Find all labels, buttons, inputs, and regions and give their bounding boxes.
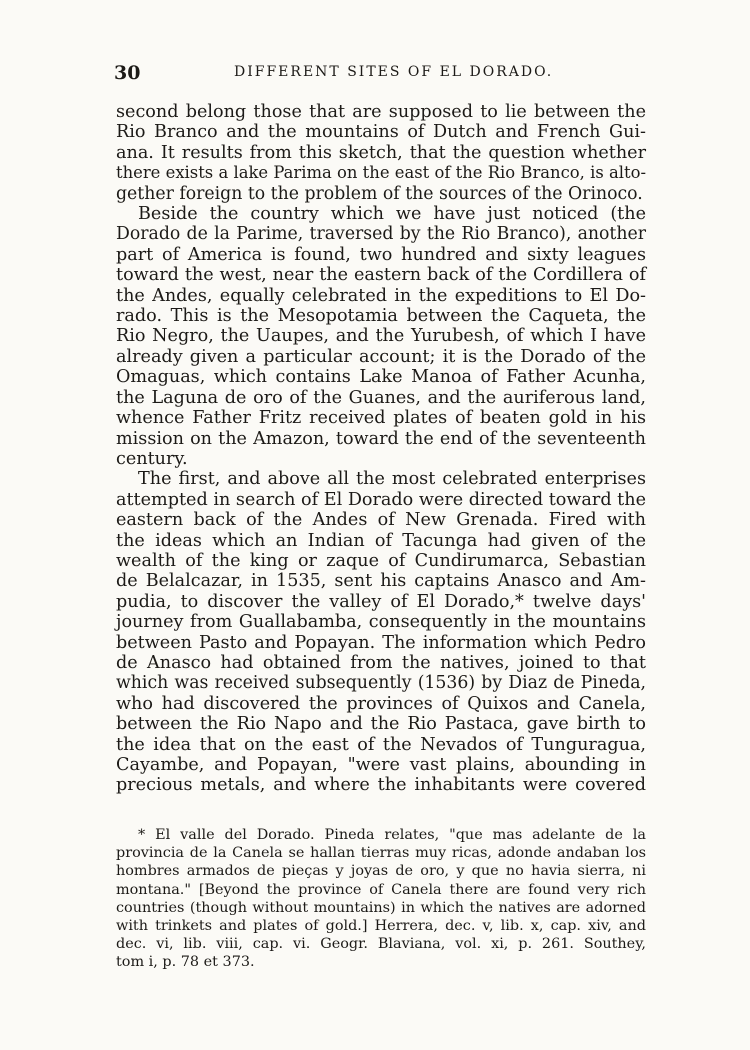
text-line: Dorado de la Parime, traversed by the Rio Branco), another bbox=[116, 224, 646, 245]
text-line: the Andes, equally celebrated in the expeditions to El Do- bbox=[116, 285, 646, 306]
footnote-line: * El valle del Dorado. Pineda relates, "que mas adelante de la bbox=[138, 827, 646, 843]
footnote-line: dec. vi, lib. viii, cap. vi. Geogr. Blaviana, vol. xi, p. 261. Southey, bbox=[116, 936, 646, 953]
text-line: the idea that on the east of the Nevados of Tunguragua, bbox=[116, 734, 646, 755]
footnote-line: provincia de la Canela se hallan tierras muy ricas, adonde andaban los bbox=[116, 845, 646, 862]
paragraph-2 bbox=[116, 204, 646, 469]
text-line: eastern back of the Andes of New Grenada. Fired with bbox=[116, 510, 646, 531]
text-line: Rio Branco and the mountains of Dutch and French Gui- bbox=[116, 122, 646, 143]
text-line: second belong those that are supposed to lie between the bbox=[116, 102, 646, 122]
text-line: Beside the country which we have just noticed (the bbox=[138, 204, 646, 225]
text-line: between the Rio Napo and the Rio Pastaca, gave birth to bbox=[116, 714, 646, 735]
text-line: who had discovered the provinces of Quixos and Canela, bbox=[116, 693, 646, 714]
footnote-line: with trinkets and plates of gold.] Herrera, dec. v, lib. x, cap. xiv, and bbox=[116, 918, 646, 935]
text-line: Omaguas, which contains Lake Manoa of Father Acunha, bbox=[116, 367, 646, 388]
text-line: the Laguna de oro of the Guanes, and the auriferous land, bbox=[116, 387, 646, 408]
text-line: century. bbox=[116, 448, 188, 469]
text-line: whence Father Fritz received plates of beaten gold in his bbox=[116, 408, 646, 429]
text-line: Cayambe, and Popayan, "were vast plains, abounding in bbox=[116, 755, 646, 775]
text-line: the ideas which an Indian of Tacunga had given of the bbox=[116, 530, 646, 551]
text-line: gether foreign to the problem of the sources of the Orinoco. bbox=[116, 183, 643, 204]
text-line: wealth of the king or zaque of Cundirumarca, Sebastian bbox=[116, 550, 646, 571]
footnote-line: countries (though without mountains) in which the natives are adorned bbox=[116, 899, 646, 916]
text-line: The first, and above all the most celebrated enterprises bbox=[138, 469, 646, 490]
footnote-line: montana." [Beyond the province of Canela there are found very rich bbox=[116, 881, 646, 898]
text-line: toward the west, near the eastern back of the Cordillera of bbox=[116, 265, 646, 286]
footnote bbox=[116, 826, 646, 972]
text-line: mission on the Amazon, toward the end of the seventeenth bbox=[116, 428, 646, 449]
text-line: which was received subsequently (1536) by Diaz de Pineda, bbox=[116, 673, 646, 694]
text-line: between Pasto and Popayan. The information which Pedro bbox=[116, 632, 646, 653]
running-title: DIFFERENT SITES OF EL DORADO. bbox=[234, 64, 554, 80]
footnote-line: tom i, p. 78 et 373. bbox=[116, 954, 255, 971]
text-line: de Belalcazar, in 1535, sent his captains Anasco and Am- bbox=[116, 571, 646, 592]
text-line: attempted in search of El Dorado were directed toward the bbox=[116, 489, 646, 510]
paragraph-1 bbox=[116, 102, 646, 204]
text-line: already given a particular account; it is the Dorado of the bbox=[116, 346, 646, 367]
text-line: pudia, to discover the valley of El Dorado,* twelve days' bbox=[116, 591, 646, 612]
text-line: ana. It results from this sketch, that the question whether bbox=[116, 142, 646, 163]
text-line: part of America is found, two hundred and sixty leagues bbox=[116, 244, 646, 265]
text-line: there exists a lake Parima on the east of the Rio Branco, is alto- bbox=[116, 163, 646, 183]
text-line: de Anasco had obtained from the natives, joined to that bbox=[116, 652, 646, 673]
text-line: Rio Negro, the Uaupes, and the Yurubesh, of which I have bbox=[116, 326, 646, 347]
text-line: rado. This is the Mesopotamia between the Caqueta, the bbox=[116, 306, 646, 327]
footnote-line: hombres armados de pieças y joyas de oro, y que no havia sierra, ni bbox=[116, 863, 646, 880]
running-head bbox=[114, 62, 650, 86]
body-text bbox=[116, 102, 646, 796]
page-number: 30 bbox=[114, 62, 141, 84]
paragraph-3 bbox=[116, 469, 646, 796]
text-line: precious metals, and where the inhabitants were covered bbox=[116, 775, 646, 796]
text-line: journey from Guallabamba, consequently in the mountains bbox=[116, 612, 646, 633]
